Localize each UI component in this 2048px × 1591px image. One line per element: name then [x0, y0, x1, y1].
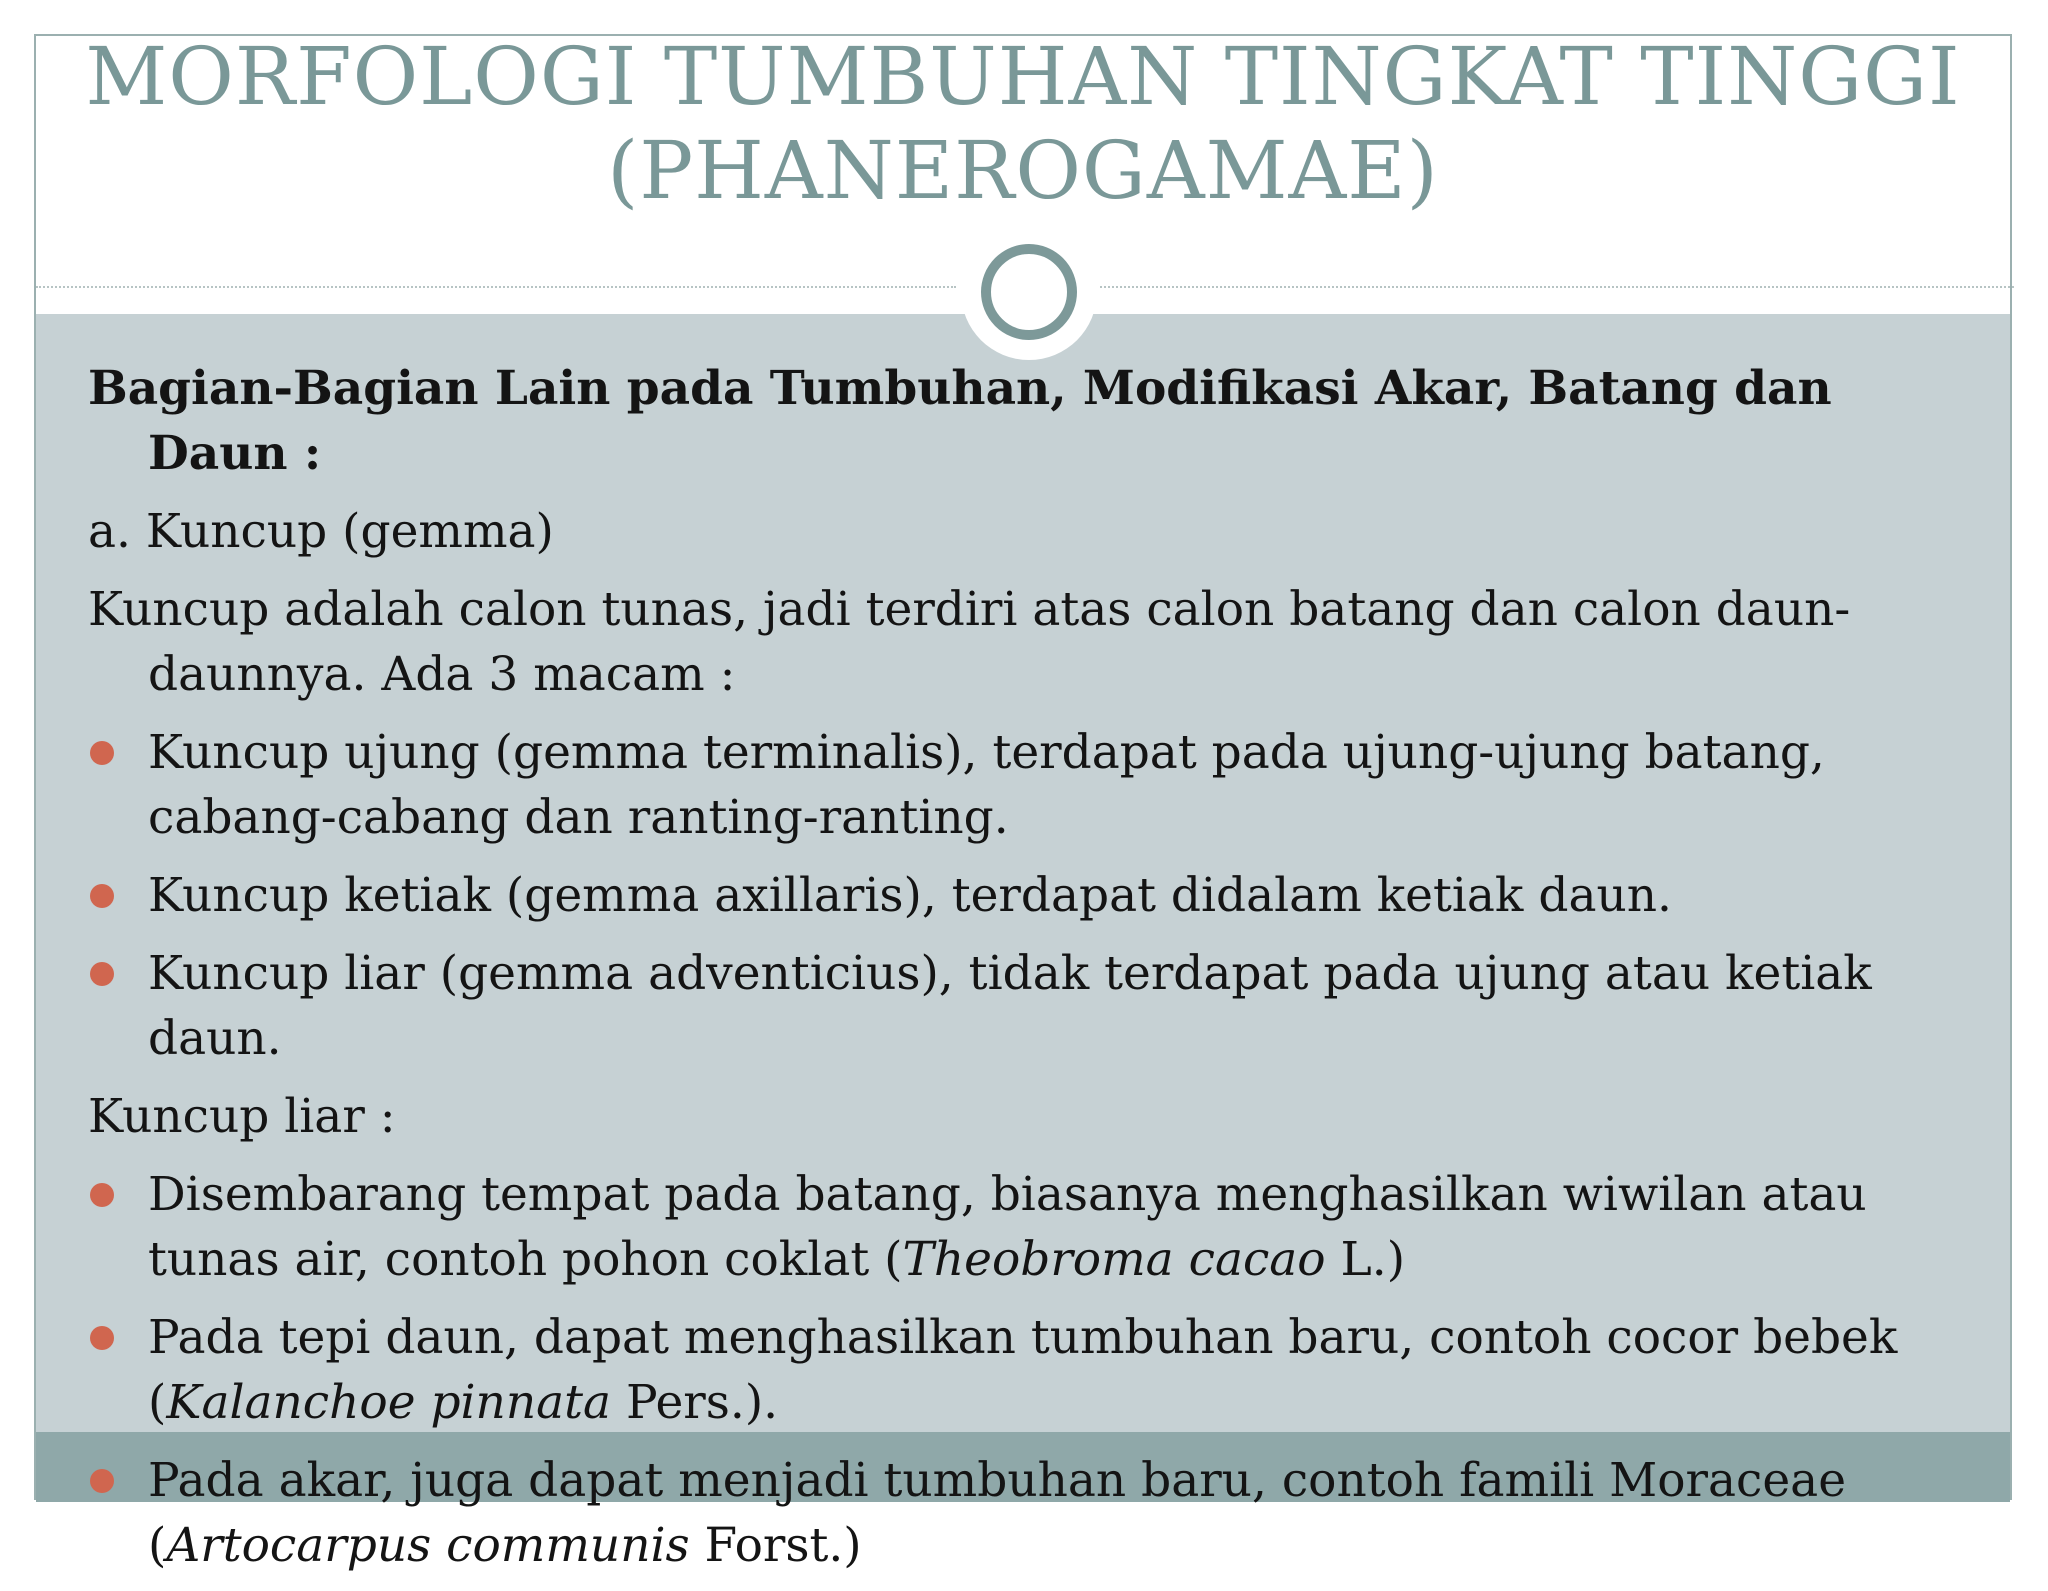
list-item-text: Pada akar, juga dapat menjadi tumbuhan baru, contoh famili Moraceae ( — [148, 1453, 1847, 1573]
species-name: Artocarpus communis — [166, 1518, 690, 1573]
slide — [34, 30, 2012, 1573]
list-item — [88, 720, 1968, 850]
subheading-kuncup: a. Kuncup (gemma) — [88, 504, 554, 559]
bullet-icon — [90, 1469, 114, 1493]
list-item-text: Kuncup ketiak (gemma axillaris), terdapat didalam ketiak daun. — [148, 868, 1672, 923]
species-name: Kalanchoe pinnata — [166, 1375, 612, 1430]
bullet-icon — [90, 1326, 114, 1350]
slide-title-line-1: MORFOLOGI TUMBUHAN TINGKAT TINGGI — [85, 30, 1961, 123]
kuncup-liar-label: Kuncup liar : — [88, 1089, 396, 1144]
list-item-text: Pada tepi daun, dapat menghasilkan tumbuhan baru, contoh cocor bebek ( — [148, 1310, 1898, 1430]
list-item — [88, 1162, 1968, 1292]
slide-title-line-2: (PHANEROGAMAE) — [607, 124, 1439, 217]
list-item-suffix: L.) — [1325, 1232, 1406, 1287]
list-item-suffix: Forst.) — [689, 1518, 862, 1573]
list-item-text: Kuncup ujung (gemma terminalis), terdapat pada ujung-ujung batang, cabang-cabang dan ranting-ranting. — [148, 725, 1825, 845]
title-divider-right — [1100, 286, 2014, 288]
ring-icon — [981, 244, 1077, 340]
list-item — [88, 1448, 1968, 1578]
bullet-icon — [90, 884, 114, 908]
slide-body — [88, 356, 1968, 1591]
section-heading: Bagian-Bagian Lain pada Tumbuhan, Modifikasi Akar, Batang dan Daun : — [88, 361, 1832, 481]
species-name: Theobroma cacao — [902, 1232, 1326, 1287]
list-item — [88, 863, 1968, 928]
list-item — [88, 941, 1968, 1071]
bullet-icon — [90, 1183, 114, 1207]
intro-paragraph: Kuncup adalah calon tunas, jadi terdiri atas calon batang dan calon daun-daunnya. Ada 3 macam : — [88, 582, 1851, 702]
bullet-icon — [90, 962, 114, 986]
circle-ornament-icon — [961, 224, 1097, 360]
bullet-icon — [90, 741, 114, 765]
list-item-suffix: Pers.). — [611, 1375, 779, 1430]
list-item-text: Disembarang tempat pada batang, biasanya menghasilkan wiwilan atau tunas air, contoh pohon coklat ( — [148, 1167, 1867, 1287]
list-item — [88, 1305, 1968, 1435]
title-divider-left — [36, 286, 956, 288]
list-item-text: Kuncup liar (gemma adventicius), tidak terdapat pada ujung atau ketiak daun. — [148, 946, 1872, 1066]
